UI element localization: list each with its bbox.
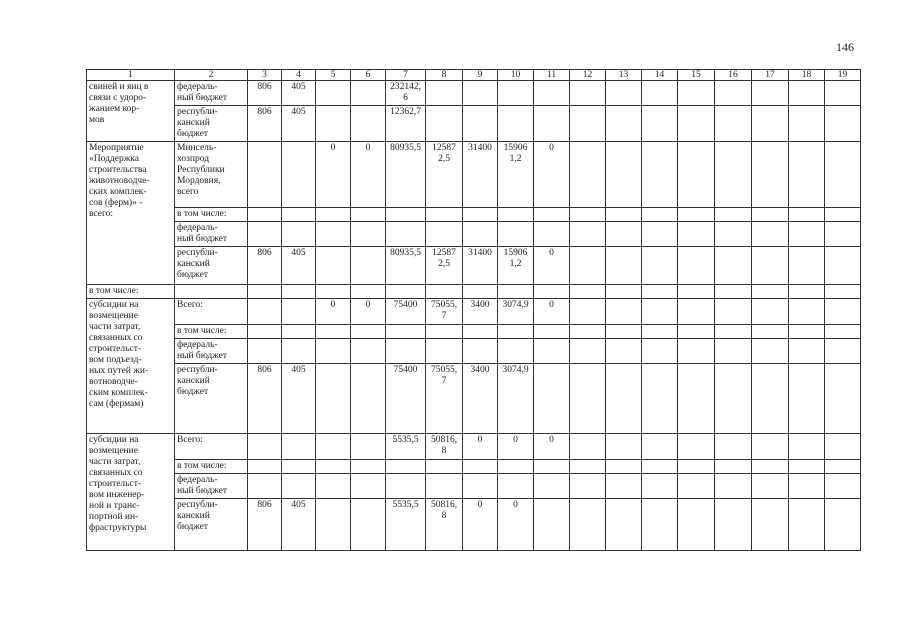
- column-number: 17: [752, 70, 789, 81]
- cell-value: 0: [351, 299, 386, 325]
- column-number: 14: [642, 70, 678, 81]
- column-number: 16: [715, 70, 752, 81]
- column-number: 12: [570, 70, 606, 81]
- table-row: [87, 325, 861, 339]
- cell-value: 806: [248, 364, 282, 434]
- cell-value: 3074,9: [498, 364, 534, 434]
- budget-source: федераль- ный бюджет: [175, 81, 248, 106]
- budget-source: в том числе:: [175, 325, 248, 339]
- cell-value: 80935,5: [386, 247, 426, 285]
- table-row: [87, 285, 861, 299]
- cell-value: 3400: [463, 364, 498, 434]
- column-number: 1: [87, 70, 175, 81]
- cell-value: 405: [282, 499, 316, 551]
- item-description: субсидии на возмещение части затрат, связанных со строительст- вом подъезд- ных путей жи- вотноводче- ским комплек- сам (фермам): [87, 299, 175, 434]
- column-number: 9: [463, 70, 498, 81]
- cell-value: 806: [248, 499, 282, 551]
- cell-value: 75055, 7: [426, 299, 463, 325]
- budget-source: Всего:: [175, 299, 248, 325]
- cell-value: 3400: [463, 299, 498, 325]
- column-number: 2: [175, 70, 248, 81]
- cell-value: 3074,9: [498, 299, 534, 325]
- cell-value: 31400: [463, 247, 498, 285]
- cell-value: 0: [534, 434, 570, 460]
- column-number: 6: [351, 70, 386, 81]
- column-number: 13: [606, 70, 642, 81]
- column-number: 5: [316, 70, 351, 81]
- cell-value: 232142, 6: [386, 81, 426, 106]
- cell-value: 0: [534, 142, 570, 208]
- item-description: Мероприятие «Поддержка строительства животноводче- ских комплек- сов (ферм)» - всего:: [87, 142, 175, 285]
- budget-source: республи- канский бюджет: [175, 106, 248, 142]
- cell-value: 12587 2,5: [426, 247, 463, 285]
- budget-table: [86, 69, 861, 551]
- cell-value: 12587 2,5: [426, 142, 463, 208]
- table-row: [87, 339, 861, 364]
- cell-value: 806: [248, 247, 282, 285]
- column-number: 18: [789, 70, 825, 81]
- table-row: [87, 434, 861, 460]
- cell-value: 75055, 7: [426, 364, 463, 434]
- budget-source: республи- канский бюджет: [175, 499, 248, 551]
- budget-source: Минсель- хозпрод Республики Мордовия, всего: [175, 142, 248, 208]
- cell-value: 5535,5: [386, 499, 426, 551]
- column-number: 10: [498, 70, 534, 81]
- budget-source: республи- канский бюджет: [175, 247, 248, 285]
- item-description: свиней и яиц в связи с удоро- жанием кор- мов: [87, 81, 175, 142]
- cell-value: 0: [351, 142, 386, 208]
- cell-value: 0: [534, 299, 570, 325]
- item-description: субсидии на возмещение части затрат, связанных со строительст- вом инженер- ной и транс- портной ин- фраструктуры: [87, 434, 175, 551]
- cell-value: 15906 1,2: [498, 247, 534, 285]
- column-number: 3: [248, 70, 282, 81]
- budget-source: федераль- ный бюджет: [175, 474, 248, 499]
- cell-value: 50816, 8: [426, 434, 463, 460]
- cell-value: 80935,5: [386, 142, 426, 208]
- table-row: [87, 299, 861, 325]
- cell-value: 0: [463, 434, 498, 460]
- cell-value: 0: [463, 499, 498, 551]
- cell-value: 0: [316, 142, 351, 208]
- table-row: [87, 142, 861, 208]
- cell-value: 405: [282, 81, 316, 106]
- column-number-row: [87, 70, 861, 81]
- column-number: 7: [386, 70, 426, 81]
- table-row: [87, 247, 861, 285]
- table-row: [87, 222, 861, 247]
- cell-value: 31400: [463, 142, 498, 208]
- cell-value: 405: [282, 247, 316, 285]
- cell-value: 0: [316, 299, 351, 325]
- cell-value: 50816, 8: [426, 499, 463, 551]
- budget-source: республи- канский бюджет: [175, 364, 248, 434]
- cell-value: 12362,7: [386, 106, 426, 142]
- table-row: [87, 474, 861, 499]
- cell-value: 806: [248, 81, 282, 106]
- cell-value: 0: [534, 247, 570, 285]
- table-row: [87, 460, 861, 474]
- cell-value: 0: [498, 434, 534, 460]
- table-row: [87, 499, 861, 551]
- cell-value: 806: [248, 106, 282, 142]
- column-number: 4: [282, 70, 316, 81]
- table-row: [87, 208, 861, 222]
- cell-value: 15906 1,2: [498, 142, 534, 208]
- section-label: в том числе:: [87, 285, 175, 299]
- table-row: [87, 106, 861, 142]
- table-row: [87, 364, 861, 434]
- budget-source: федераль- ный бюджет: [175, 222, 248, 247]
- table-row: [87, 81, 861, 106]
- column-number: 19: [825, 70, 861, 81]
- column-number: 11: [534, 70, 570, 81]
- cell-value: 0: [498, 499, 534, 551]
- budget-source: в том числе:: [175, 460, 248, 474]
- column-number: 15: [678, 70, 715, 81]
- column-number: 8: [426, 70, 463, 81]
- cell-value: 5535,5: [386, 434, 426, 460]
- budget-source: федераль- ный бюджет: [175, 339, 248, 364]
- page-number: 146: [836, 40, 854, 54]
- cell-value: 405: [282, 106, 316, 142]
- cell-value: 405: [282, 364, 316, 434]
- budget-source: Всего:: [175, 434, 248, 460]
- budget-source: в том числе:: [175, 208, 248, 222]
- cell-value: 75400: [386, 364, 426, 434]
- cell-value: 75400: [386, 299, 426, 325]
